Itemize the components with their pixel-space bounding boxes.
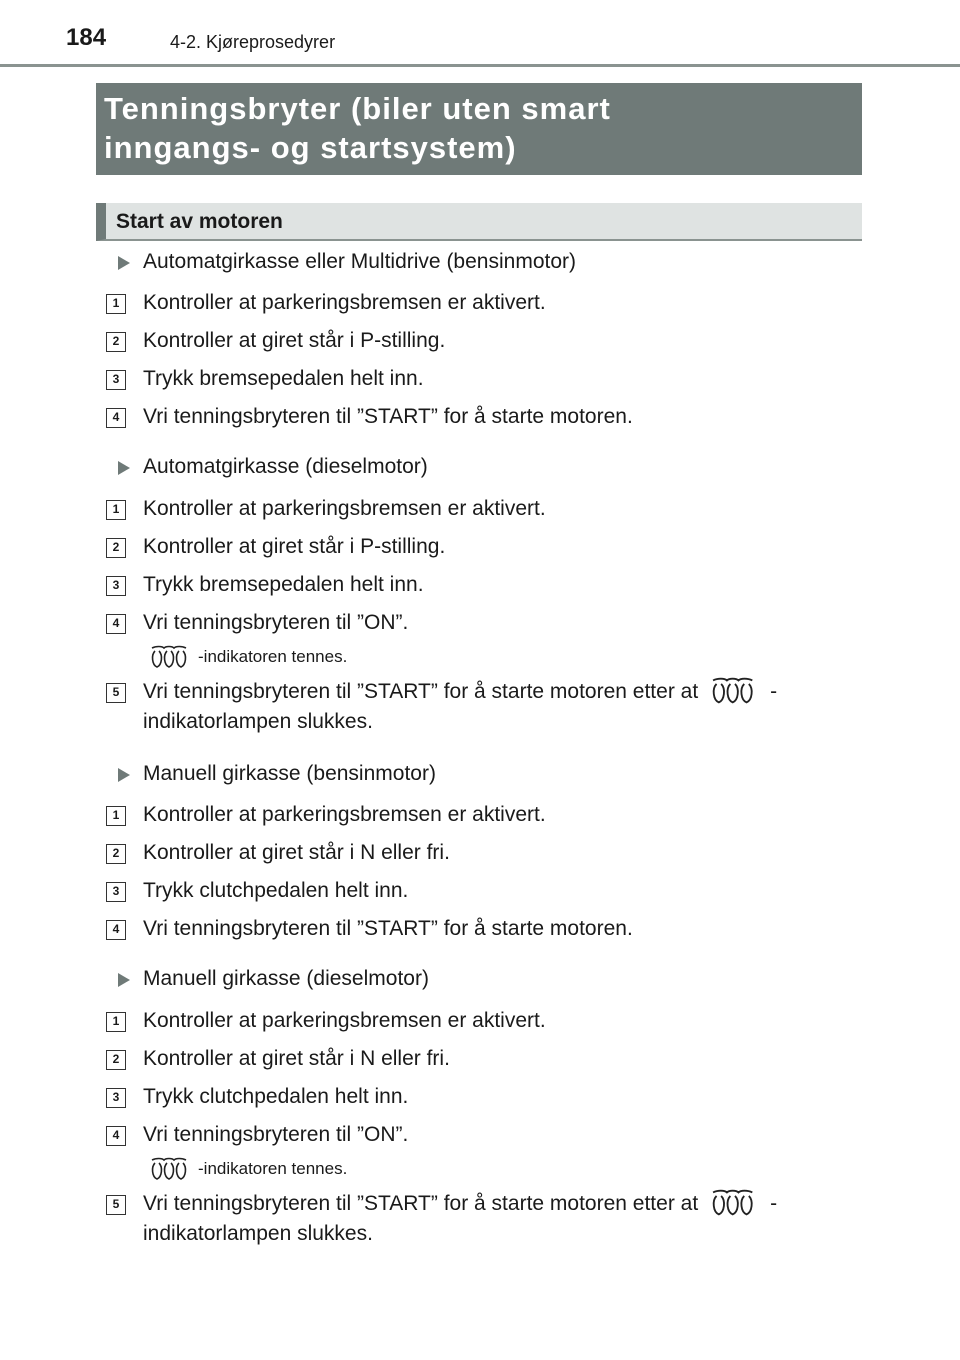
case-label: Manuell girkasse (bensinmotor) xyxy=(143,762,436,785)
step-text: Kontroller at giret står i N eller fri. xyxy=(143,841,450,864)
step-text: Vri tenningsbryteren til ”START” for å starte motoren. xyxy=(143,917,633,940)
step-text: Kontroller at parkeringsbremsen er aktivert. xyxy=(143,291,546,314)
triangle-bullet-icon xyxy=(118,973,130,987)
step-text: Vri tenningsbryteren til ”START” for å starte motoren. xyxy=(143,405,633,428)
step-number: 3 xyxy=(106,576,126,596)
step-text-dash: - xyxy=(770,680,778,703)
step-number: 4 xyxy=(106,920,126,940)
subsection-title: Start av motoren xyxy=(116,210,283,233)
chapter-title: 4-2. Kjøreprosedyrer xyxy=(170,32,336,52)
step-text xyxy=(143,677,777,707)
step-text: Kontroller at parkeringsbremsen er aktivert. xyxy=(143,803,546,826)
note-text: -indikatoren tennes. xyxy=(198,1159,348,1178)
glow-plug-indicator-icon xyxy=(708,1189,762,1219)
case-label: Automatgirkasse eller Multidrive (bensinmotor) xyxy=(143,250,576,273)
triangle-bullet-icon xyxy=(118,256,130,270)
case-label: Automatgirkasse (dieselmotor) xyxy=(143,455,428,478)
step-number: 4 xyxy=(106,614,126,634)
step-number: 1 xyxy=(106,806,126,826)
step-number: 3 xyxy=(106,882,126,902)
page-header xyxy=(0,0,960,70)
step-number: 1 xyxy=(106,500,126,520)
glow-plug-indicator-icon xyxy=(148,1157,194,1183)
step-text xyxy=(143,1189,777,1219)
step-number: 4 xyxy=(106,1126,126,1146)
step-text-line1: Vri tenningsbryteren til ”START” for å starte motoren etter at xyxy=(143,680,699,703)
step-text: Kontroller at giret står i P-stilling. xyxy=(143,535,446,558)
step-number: 2 xyxy=(106,1050,126,1070)
step-number: 4 xyxy=(106,408,126,428)
step-number: 5 xyxy=(106,1195,126,1215)
step-number: 5 xyxy=(106,683,126,703)
step-text: Kontroller at parkeringsbremsen er aktivert. xyxy=(143,497,546,520)
section-title-line1: Tenningsbryter (biler uten smart xyxy=(104,91,611,126)
glow-plug-indicator-icon xyxy=(148,645,194,671)
page-number: 184 xyxy=(66,24,107,51)
header-divider xyxy=(0,64,960,67)
step-text: Vri tenningsbryteren til ”ON”. xyxy=(143,611,409,634)
step-number: 1 xyxy=(106,1012,126,1032)
step-text: Trykk bremsepedalen helt inn. xyxy=(143,367,424,390)
step-number: 3 xyxy=(106,370,126,390)
step-number: 2 xyxy=(106,538,126,558)
step-text: Kontroller at parkeringsbremsen er aktivert. xyxy=(143,1009,546,1032)
step-text-dash: - xyxy=(770,1192,778,1215)
note-text: -indikatoren tennes. xyxy=(198,647,348,666)
step-number: 2 xyxy=(106,332,126,352)
triangle-bullet-icon xyxy=(118,768,130,782)
glow-plug-indicator-icon xyxy=(708,677,762,707)
subsection-banner xyxy=(96,203,862,241)
step-number: 1 xyxy=(106,294,126,314)
step-text: Trykk clutchpedalen helt inn. xyxy=(143,1085,409,1108)
step-text: Kontroller at giret står i N eller fri. xyxy=(143,1047,450,1070)
triangle-bullet-icon xyxy=(118,461,130,475)
step-text-line2: indikatorlampen slukkes. xyxy=(143,710,373,733)
step-text: Kontroller at giret står i P-stilling. xyxy=(143,329,446,352)
case-label: Manuell girkasse (dieselmotor) xyxy=(143,967,429,990)
section-title-line2: inngangs- og startsystem) xyxy=(104,130,517,165)
step-text-line1: Vri tenningsbryteren til ”START” for å starte motoren etter at xyxy=(143,1192,699,1215)
section-banner xyxy=(96,83,862,175)
step-text: Vri tenningsbryteren til ”ON”. xyxy=(143,1123,409,1146)
step-text-line2: indikatorlampen slukkes. xyxy=(143,1222,373,1245)
step-text: Trykk bremsepedalen helt inn. xyxy=(143,573,424,596)
step-text: Trykk clutchpedalen helt inn. xyxy=(143,879,409,902)
step-number: 2 xyxy=(106,844,126,864)
step-number: 3 xyxy=(106,1088,126,1108)
